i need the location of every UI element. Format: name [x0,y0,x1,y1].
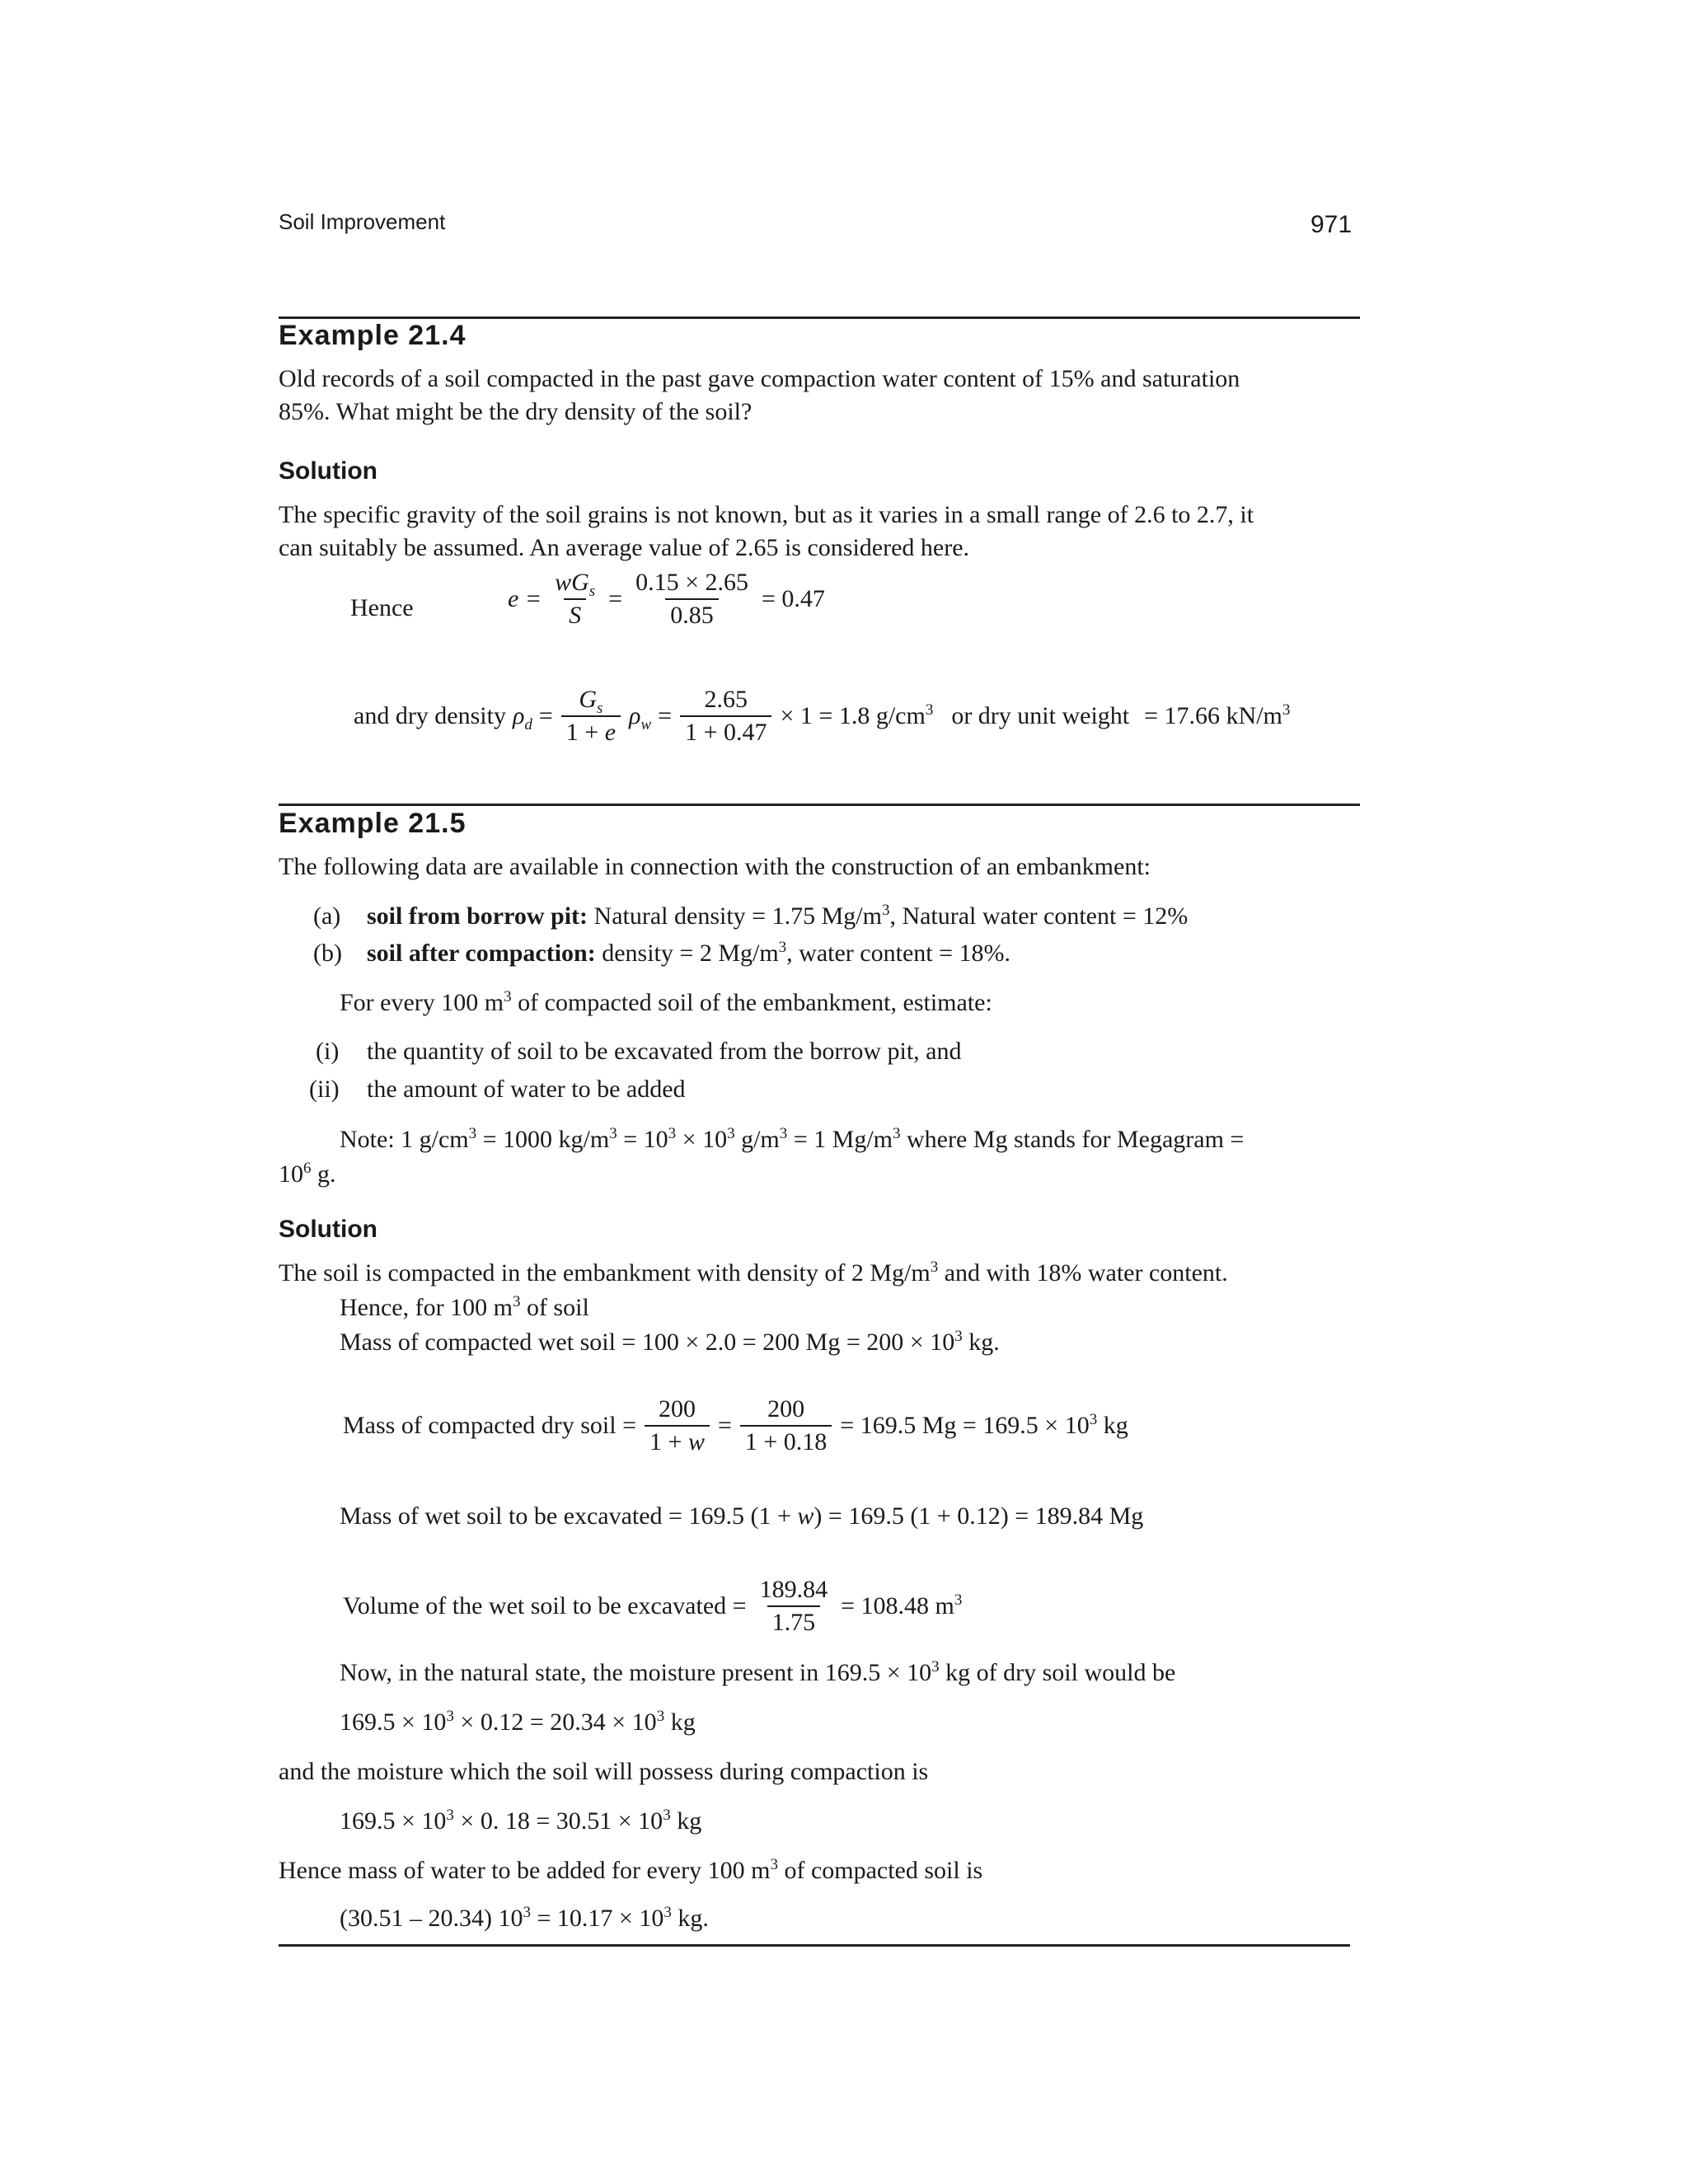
example-divider [279,804,1360,806]
solution-text: $169.5 \times 10^3 \times 0.12 = 20.34 \times 10^3$ kg [340,1708,696,1736]
volume-equation: Volume of the wet soil to be excavated = $\frac{189.84}{1.75}$ = 108.48 $m^3$ [343,1576,963,1636]
running-title: Soil Improvement [279,209,446,234]
solution-text: can suitably be assumed. An average value of 2.65 is considered here. [279,534,970,561]
list-item: soil after compaction: density = 2 $Mg/m^3$, water content = 18%. [367,939,1011,967]
solution-text: Hence mass of water to be added for every 100 $m^3$ of compacted soil is [279,1856,983,1884]
solution-text: (30.51 – 20.34) $10^3 = 10.17 \times 10^3$ kg. [340,1904,709,1932]
question-text: 85%. What might be the dry density of the soil? [279,398,753,425]
dry-density-equation: and dry density $\rho_d$ = $\frac{G_s}{1 + e}$ $\rho_w$ = $\frac{2.65}{1 + 0.47}$ × 1 = 1.8 $g/cm^3$ or dry unit weight = 17.66 $kN/m^3$ [354,686,1291,746]
example-end-rule [279,1944,1350,1947]
list-item: the amount of water to be added [367,1076,686,1103]
example-title: Example 21.4 [279,320,467,351]
note: $10^6$ g. [279,1160,336,1188]
solution-heading: Solution [279,457,377,485]
void-ratio-equation: e = $\frac{wG_s}{S}$ = $\frac{0.15 \times 2.65}{0.85}$ = 0.47 [508,569,825,629]
solution-text: and the moisture which the soil will possess during compaction is [279,1758,929,1785]
page-number: 971 [1311,211,1353,238]
wet-soil-mass-equation: Mass of wet soil to be excavated = 169.5 (1 + w) = 169.5 (1 + 0.12) = 189.84 Mg [340,1502,1144,1530]
solution-text: Mass of compacted wet soil = 100 × 2.0 = 200 $Mg = 200 \times 10^3$ kg. [340,1328,1000,1356]
equation-lead: Hence [350,594,414,621]
list-item: soil from borrow pit: Natural density = 1.75 $Mg/m^3$, Natural water content = 12% [367,902,1189,930]
question-text: Old records of a soil compacted in the past gave compaction water content of 15% and saturation [279,365,1240,392]
solution-text: $169.5 \times 10^3 \times 0$. $18 = 30.51 \times 10^3$ kg [340,1807,702,1835]
dry-soil-mass-equation: Mass of compacted dry soil = $\frac{200}{1 + w}$ = $\frac{200}{1 + 0.18}$ = 169.5 $Mg = 169.5 \times 10^3$ kg [343,1395,1128,1455]
paragraph: For every 100 $m^3$ of compacted soil of the embankment, estimate: [340,988,992,1016]
list-label: (ii) [309,1076,340,1103]
note: Note: 1 $g/cm^3 = 1000$ $kg/m^3 = 10^3 \times 10^3$ $g/m^3 = 1$ $Mg/m^3$ where Mg stands for Megagram = [340,1125,1245,1153]
example-divider [279,316,1360,319]
solution-text: The specific gravity of the soil grains is not known, but as it varies in a small range of 2.6 to 2.7, it [279,501,1254,528]
solution-text: Now, in the natural state, the moisture present in $169.5 \times 10^3$ kg of dry soil would be [340,1658,1176,1686]
solution-text: Hence, for 100 $m^3$ of soil [340,1293,589,1321]
solution-text: The soil is compacted in the embankment with density of 2 $Mg/m^3$ and with 18% water content. [279,1258,1228,1286]
list-label: (i) [316,1038,340,1065]
solution-heading: Solution [279,1216,377,1243]
list-label: (b) [313,940,342,967]
example-title: Example 21.5 [279,808,467,839]
intro-text: The following data are available in connection with the construction of an embankment: [279,853,1151,880]
list-item: the quantity of soil to be excavated from the borrow pit, and [367,1038,962,1065]
list-label: (a) [313,902,341,930]
